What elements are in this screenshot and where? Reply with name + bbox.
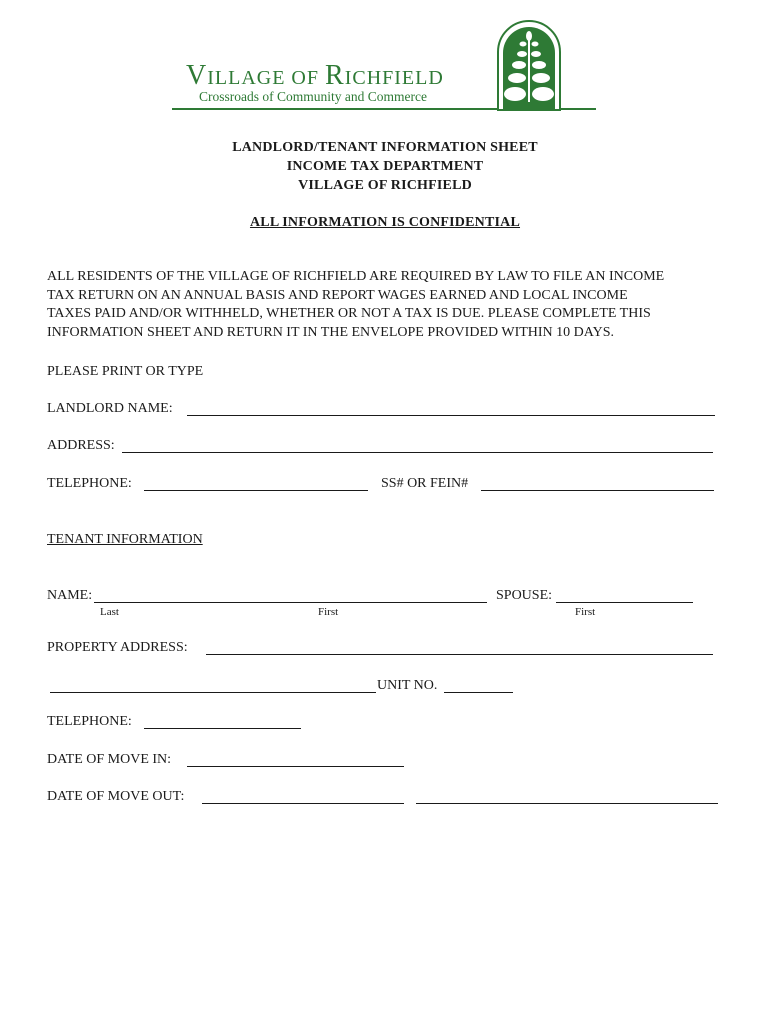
ssn-fein-label: SS# OR FEIN# bbox=[381, 476, 469, 491]
logo-word-ichfield: ICHFIELD bbox=[344, 67, 444, 89]
property-address-field[interactable] bbox=[206, 654, 713, 655]
move-in-label: DATE OF MOVE IN: bbox=[47, 752, 172, 767]
department-title: INCOME TAX DEPARTMENT bbox=[286, 159, 484, 174]
logo-initial-v: V bbox=[186, 60, 208, 91]
landlord-address-label: ADDRESS: bbox=[47, 438, 115, 453]
tenant-telephone-field[interactable] bbox=[144, 728, 301, 729]
ssn-fein-field[interactable] bbox=[481, 490, 714, 491]
tenant-name-field[interactable] bbox=[94, 602, 487, 603]
confidential-notice: ALL INFORMATION IS CONFIDENTIAL bbox=[249, 215, 521, 230]
landlord-name-label: LANDLORD NAME: bbox=[47, 401, 173, 416]
spouse-label: SPOUSE: bbox=[496, 588, 553, 603]
first-name-caption: First bbox=[318, 606, 339, 618]
spouse-field[interactable] bbox=[556, 602, 693, 603]
move-out-field[interactable] bbox=[202, 803, 404, 804]
tree-emblem-icon bbox=[494, 18, 564, 112]
unit-no-label: UNIT NO. bbox=[377, 678, 438, 693]
move-out-extra-field[interactable] bbox=[416, 803, 718, 804]
property-address-line2-field[interactable] bbox=[50, 692, 376, 693]
unit-no-field[interactable] bbox=[444, 692, 513, 693]
spouse-first-caption: First bbox=[575, 606, 596, 618]
print-note: PLEASE PRINT OR TYPE bbox=[47, 364, 204, 379]
form-title: LANDLORD/TENANT INFORMATION SHEET bbox=[232, 140, 538, 155]
logo-word-illage: ILLAGE OF bbox=[207, 67, 325, 89]
move-in-field[interactable] bbox=[187, 766, 404, 767]
village-logo-title bbox=[186, 60, 444, 92]
logo-tagline: Crossroads of Community and Commerce bbox=[199, 89, 427, 104]
landlord-address-field[interactable] bbox=[122, 452, 713, 453]
intro-line: ALL RESIDENTS OF THE VILLAGE OF RICHFIELD ARE REQUIRED BY LAW TO FILE AN INCOME bbox=[47, 269, 665, 284]
tenant-telephone-label: TELEPHONE: bbox=[47, 714, 132, 729]
landlord-name-field[interactable] bbox=[187, 415, 715, 416]
move-out-label: DATE OF MOVE OUT: bbox=[47, 789, 185, 804]
intro-line: INFORMATION SHEET AND RETURN IT IN THE ENVELOPE PROVIDED WITHIN 10 DAYS. bbox=[47, 324, 614, 340]
last-name-caption: Last bbox=[100, 606, 119, 618]
intro-paragraph bbox=[47, 268, 747, 342]
tenant-name-label: NAME: bbox=[47, 588, 93, 603]
landlord-telephone-label: TELEPHONE: bbox=[47, 476, 132, 491]
tenant-section-title: TENANT INFORMATION bbox=[47, 532, 203, 547]
landlord-telephone-field[interactable] bbox=[144, 490, 368, 491]
village-title: VILLAGE OF RICHFIELD bbox=[298, 178, 472, 193]
logo-initial-r: R bbox=[325, 60, 345, 91]
property-address-label: PROPERTY ADDRESS: bbox=[47, 640, 188, 655]
intro-line: TAX RETURN ON AN ANNUAL BASIS AND REPORT WAGES EARNED AND LOCAL INCOME bbox=[47, 287, 628, 303]
intro-line: TAXES PAID AND/OR WITHHELD, WHETHER OR NOT A TAX IS DUE. PLEASE COMPLETE THIS bbox=[47, 306, 651, 321]
